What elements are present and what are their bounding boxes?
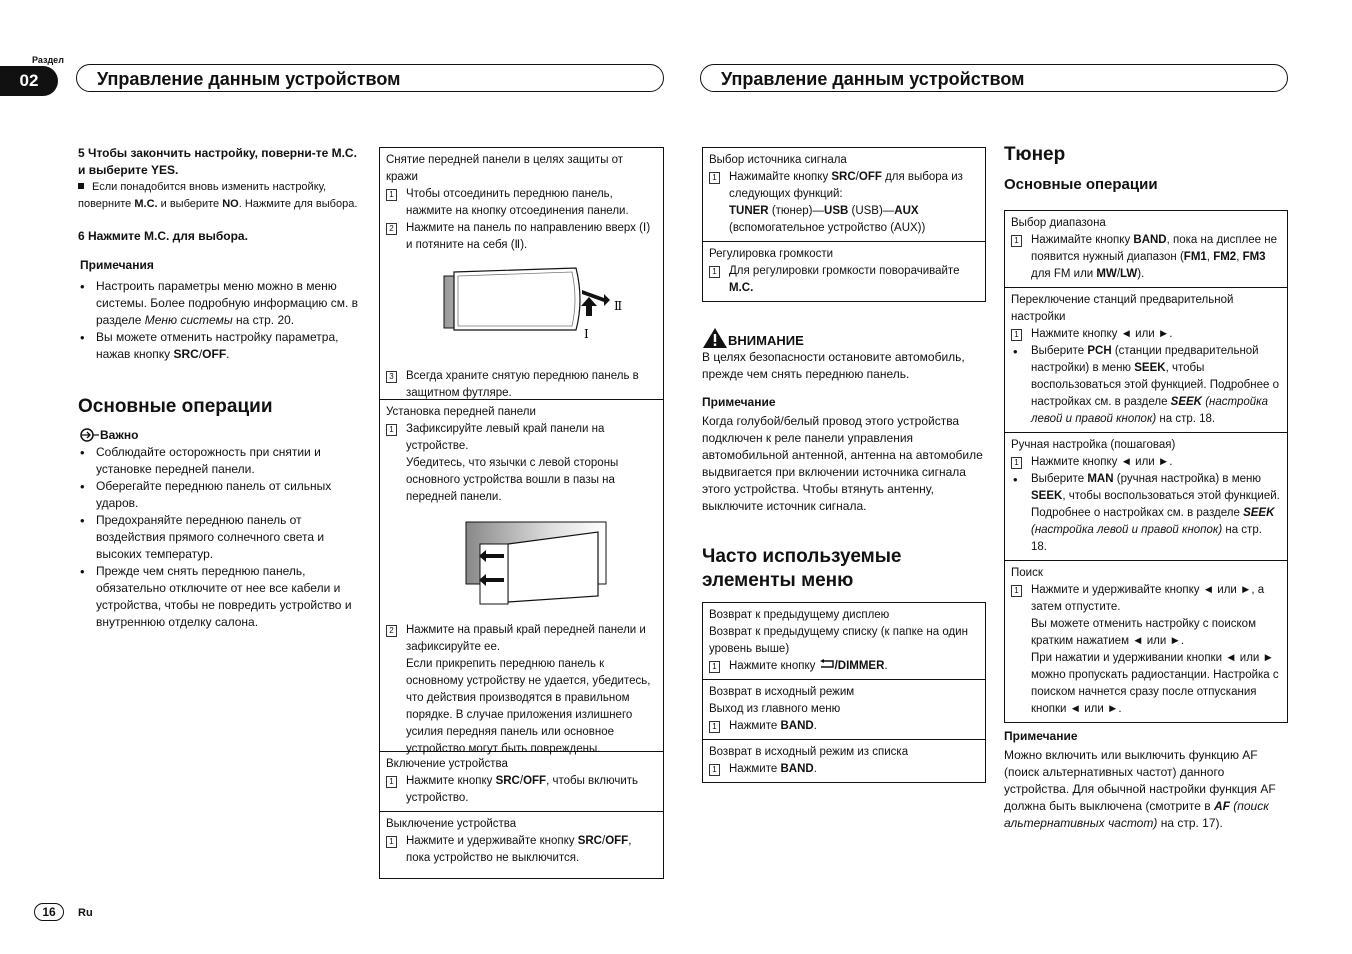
volume-title: Регулировка громкости [709,248,834,260]
step-number-icon: 2 [386,223,397,235]
home-title-1: Возврат в исходный режим [709,686,855,698]
list-item: 1 Нажмите кнопку ◄ или ►. [1011,326,1281,343]
step-number-icon: 1 [386,189,397,201]
list-item: • Прежде чем снять переднюю панель, обязательно отключите от нее все кабели и устройства, чтобы не повредить устройство и внутреннюю отделку салона. [78,563,363,631]
search-title: Поиск [1011,567,1043,579]
step-number-icon: 1 [709,266,720,278]
step-5: 5 Чтобы закончить настройку, поверни-те M.C. и выберите YES. [78,146,357,177]
notes-list [78,278,363,363]
source-volume-box [702,147,986,302]
section-heading-basic-ops: Основные операции [78,396,273,417]
install-note: Убедитесь, что язычки с левой стороны основного устройства вошли в пазы на передней панели. [406,457,619,503]
section-label: Раздел [32,55,64,65]
note-title: Примечание [702,395,776,409]
preset-list [1011,343,1281,428]
search-note-1: Вы можете отменить настройку с поиском кратким нажатием ◄ или ►. [1031,618,1256,647]
remove-panel-title: Снятие передней панели в целях защиты от кражи [386,154,624,183]
install-note-2: Если прикрепить переднюю панель к основному устройству не удается, убедитесь, что действия производятся в правильном порядке. В случае приложения излишнего усилия передняя панель или основное устройство могут быть повреждены. [406,658,651,755]
warning-title: ВНИМАНИЕ [702,327,986,349]
list-item: 1 Нажмите кнопку ◄ или ►. [1011,454,1281,471]
back-title-1: Возврат к предыдущему дисплею [709,609,890,621]
install-panel-illustration [386,516,646,616]
power-off-title: Выключение устройства [386,818,517,830]
manual-cell [1005,432,1287,560]
tuner-subtitle: Основные операции [1004,176,1158,193]
list-item: 1 Для регулировки громкости поворачивайте M.C. [709,263,979,297]
power-off-cell [380,811,663,871]
list-item: 1 Нажмите и удерживайте кнопку SRC/OFF, пока устройство не выключится. [386,833,657,867]
list-item: 2 Нажмите на правый край передней панели и зафиксируйте ее. [386,622,657,656]
list-item: 2 Нажмите на панель по направлению вверх (Ⅰ) и потяните на себя (Ⅱ). [386,220,657,254]
list-item: 1 Нажмите BAND. [709,761,979,778]
step-number-icon: 1 [1011,329,1022,341]
tuner-note-block [1004,728,1288,832]
power-on-title: Включение устройства [386,758,508,770]
list-item: • Выберите MAN (ручная настройка) в меню SEEK, чтобы воспользоваться этой функцией. Подробнее о настройках см. в разделе SEEK (настройка левой и правой кнопок) на стр. 18. [1011,471,1281,556]
section-number-badge: 02 [0,66,58,96]
list-item: • Настроить параметры меню можно в меню системы. Более подробную информацию см. в разделе Меню системы на стр. 20. [78,278,363,329]
important-label: Важно [78,427,363,444]
list-item: 1 Нажмите и удерживайте кнопку ◄ или ►, а затем отпустите. [1011,582,1281,616]
back-title-2: Возврат к предыдущему списку (к папке на один уровень выше) [709,626,968,655]
power-on-cell [380,751,663,811]
list-item: 1 Нажмите кнопку /DIMMER. [709,658,979,675]
step-number-icon: 1 [709,764,720,776]
step-number-icon: 3 [386,371,397,383]
preset-cell [1005,287,1287,432]
list-return-title: Возврат в исходный режим из списка [709,746,909,758]
tuner-heading-block [1004,143,1288,195]
page-number: 16 [34,903,64,921]
important-list [78,444,363,631]
step-5-note: Если понадобится вновь изменить настройку, поверните M.C. и выберите NO. Нажмите для выбора. [78,181,358,210]
install-panel-title: Установка передней панели [386,406,536,418]
list-item: • Оберегайте переднюю панель от сильных ударов. [78,478,363,512]
important-icon [78,428,100,442]
step-number-icon: 1 [709,661,720,673]
remove-panel-cell [380,148,663,399]
return-icon [819,659,835,669]
preset-title: Переключение станций предварительной настройки [1011,294,1234,323]
warning-text: В целях безопасности остановите автомобиль, прежде чем снять переднюю панель. [702,350,965,381]
list-item: 1 Нажимайте кнопку BAND, пока на дисплее не появится нужный диапазон (FM1, FM2, FM3 для FM или MW/LW). [1011,232,1281,283]
list-item: • Соблюдайте осторожность при снятии и установке передней панели. [78,444,363,478]
manual-title: Ручная настройка (пошаговая) [1011,439,1176,451]
tuner-title: Тюнер [1004,144,1066,165]
home-title-2: Выход из главного меню [709,703,841,715]
step-number-icon: 1 [386,776,397,788]
search-note-2: При нажатии и удерживании кнопки ◄ или ► можно пропускать радиостанции. Настройка с поиском начнется сразу после отпускания кнопки ◄ или ►. [1031,652,1279,715]
back-cell [703,603,985,679]
step-number-icon: 1 [1011,585,1022,597]
home-cell [703,679,985,739]
label-I: Ⅰ [584,327,589,341]
step-number-icon: 1 [1011,457,1022,469]
square-bullet-icon [78,183,84,189]
list-item: 3 Всегда храните снятую переднюю панель в защитном футляре. [386,368,657,402]
list-item: 1 Чтобы отсоединить переднюю панель, нажмите на кнопку отсоединения панели. [386,186,657,220]
language-code: Ru [78,907,93,919]
search-cell [1005,560,1287,722]
list-item: 1 Нажмите кнопку SRC/OFF, чтобы включить устройство. [386,773,657,807]
page-title-right: Управление данным устройством [700,64,1288,92]
list-item: • Предохраняйте переднюю панель от воздействия прямого солнечного света и высоких температур. [78,512,363,563]
list-item: • Вы можете отменить настройку параметра, нажав кнопку SRC/OFF. [78,329,363,363]
step-number-icon: 1 [386,836,397,848]
band-cell [1005,211,1287,287]
tuner-note-title: Примечание [1004,729,1078,743]
install-panel-cell [380,399,663,755]
tuner-note-text: Можно включить или выключить функцию AF (поиск альтернативных частот) данного устройства. Для обычной настройки функция AF должна быть выключена (смотрите в AF (поиск альтернативных частот) на стр. 17). [1004,748,1276,830]
step-number-icon: 2 [386,625,397,637]
list-item: • Выберите PCH (станции предварительной настройки) в меню SEEK, чтобы воспользоваться этой функцией. Подробнее о настройках см. в разделе SEEK (настройка левой и правой кнопок) на стр. 18. [1011,343,1281,428]
note-text: Когда голубой/белый провод этого устройства подключен к реле панели управления автомобильной антенной, антенна на автомобиле выдвигается при включении источника сигнала этого устройства. Чтобы втянуть антенну, выключите источник сигнала. [702,414,983,513]
list-item: 1 Нажмите BAND. [709,718,979,735]
source-title: Выбор источника сигнала [709,154,847,166]
list-item: 1 Зафиксируйте левый край панели на устройстве. [386,421,657,455]
list-return-cell [703,739,985,782]
menu-items-box [702,602,986,783]
notes-title: Примечания [80,258,154,272]
section-heading-menu: Часто используемые элементы меню [702,546,902,591]
page-title-left: Управление данным устройством [76,64,664,92]
warning-block [702,327,986,593]
source-cell [703,148,985,241]
warning-icon [702,327,728,349]
list-item: 1 Нажимайте кнопку SRC/OFF для выбора из следующих функций: TUNER (тюнер)—USB (USB)—AUX (вспомогательное устройство (AUX)) [709,169,979,237]
band-title: Выбор диапазона [1011,217,1106,229]
column-2-box [379,147,664,879]
step-number-icon: 1 [1011,235,1022,247]
step-number-icon: 1 [709,721,720,733]
label-II: Ⅱ [614,299,623,313]
remove-panel-illustration [386,260,646,360]
manual-list [1011,471,1281,556]
step-6: 6 Нажмите M.C. для выбора. [78,229,248,243]
column-1 [78,145,363,631]
step-number-icon: 1 [709,172,720,184]
step-number-icon: 1 [386,424,397,436]
tuner-box [1004,210,1288,723]
volume-cell [703,241,985,301]
